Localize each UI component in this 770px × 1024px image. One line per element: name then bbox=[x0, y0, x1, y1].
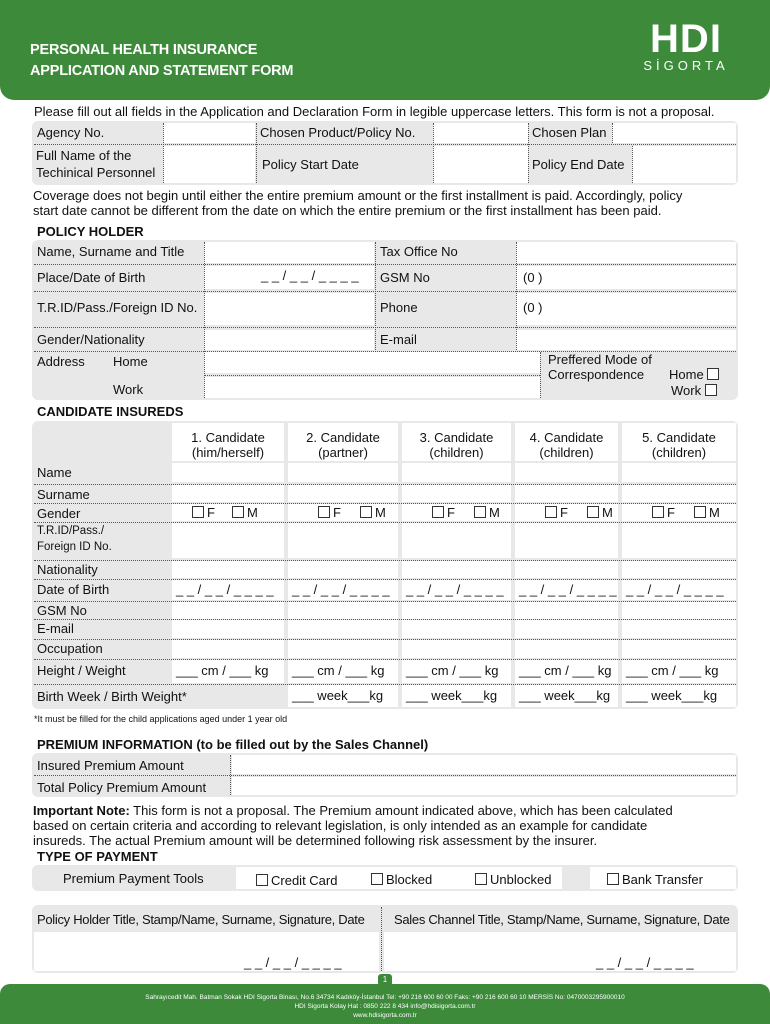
male-label: M bbox=[489, 505, 500, 520]
divider bbox=[204, 375, 540, 376]
footer-website: www.hdisigorta.com.tr bbox=[353, 1012, 417, 1019]
candidate-surname-input[interactable] bbox=[515, 485, 618, 502]
candidate-gender-input[interactable] bbox=[172, 504, 284, 521]
mode-label-2: Correspondence bbox=[548, 367, 645, 382]
candidate-title: 3. Candidate bbox=[419, 430, 494, 445]
dob-pattern: _ _ / _ _ / _ _ _ _ bbox=[626, 582, 724, 597]
candidate-subtitle: (children) bbox=[429, 445, 484, 460]
channel-date-pattern: _ _ / _ _ / _ _ _ _ bbox=[596, 955, 694, 970]
candidate-dob-input[interactable] bbox=[402, 580, 511, 600]
candidate-name-input[interactable] bbox=[515, 463, 618, 482]
candidate-trid-input[interactable] bbox=[402, 523, 511, 558]
product-no-input[interactable] bbox=[433, 123, 528, 143]
mode-work-option[interactable] bbox=[671, 383, 720, 399]
page-number: 1 bbox=[378, 974, 392, 986]
candidates-footnote: *It must be filled for the child applications aged under 1 year old bbox=[34, 714, 288, 724]
unblocked-checkbox[interactable] bbox=[475, 873, 487, 885]
phone-label: Phone bbox=[380, 300, 418, 315]
holder-name-label: Name, Surname and Title bbox=[37, 244, 185, 259]
candidate-gender-input[interactable] bbox=[515, 504, 618, 521]
divider bbox=[34, 484, 736, 485]
candidate-gsm-input[interactable] bbox=[172, 602, 284, 619]
female-checkbox[interactable] bbox=[192, 506, 204, 518]
bank-transfer-option[interactable] bbox=[607, 872, 703, 888]
candidate-email-input[interactable] bbox=[515, 620, 618, 638]
email-input[interactable] bbox=[516, 330, 736, 350]
row-nationality-label: Nationality bbox=[37, 562, 98, 577]
divider bbox=[375, 242, 376, 350]
important-note-3: insureds. The actual Premium amount will be determined following risk assessment by the insurer. bbox=[33, 833, 598, 848]
footer-hotline: HDI Sigorta Kolay Hat : 0850 222 8 434 info@hdisigorta.com.tr bbox=[294, 1003, 476, 1010]
chosen-product-label: Chosen Product/Policy No. bbox=[260, 125, 416, 140]
home-address-input[interactable] bbox=[204, 352, 540, 373]
blocked-label: Blocked bbox=[386, 872, 433, 887]
total-premium-input[interactable] bbox=[232, 777, 736, 795]
candidate-nat-input[interactable] bbox=[172, 561, 284, 578]
female-checkbox[interactable] bbox=[318, 506, 330, 518]
candidate-occ-input[interactable] bbox=[288, 640, 398, 658]
dob-pattern: _ _ / _ _ / _ _ _ _ bbox=[292, 582, 390, 597]
credit-card-checkbox[interactable] bbox=[256, 874, 268, 886]
full-name-label-2: Techinical Personnel bbox=[36, 165, 156, 180]
divider bbox=[540, 352, 541, 398]
male-label: M bbox=[602, 505, 613, 520]
form-title bbox=[30, 40, 293, 82]
candidate-gsm-input[interactable] bbox=[622, 602, 736, 619]
female-checkbox[interactable] bbox=[652, 506, 664, 518]
row-trid-label-2: Foreign ID No. bbox=[37, 541, 112, 553]
female-option[interactable] bbox=[545, 505, 568, 520]
male-option[interactable] bbox=[232, 505, 258, 520]
policy-end-label: Policy End Date bbox=[532, 157, 625, 172]
divider bbox=[34, 560, 736, 561]
divider bbox=[256, 123, 257, 183]
policy-start-input[interactable] bbox=[433, 146, 528, 183]
height-weight-pattern: ___ cm / ___ kg bbox=[406, 663, 499, 678]
male-option[interactable] bbox=[360, 505, 386, 520]
candidate-dob-input[interactable] bbox=[515, 580, 618, 600]
candidate-email-input[interactable] bbox=[402, 620, 511, 638]
header-banner bbox=[0, 0, 770, 100]
full-name-input[interactable] bbox=[163, 146, 255, 183]
holder-date-pattern: _ _ / _ _ / _ _ _ _ bbox=[244, 955, 342, 970]
candidate-column-header bbox=[288, 423, 398, 461]
address-home-label: Home bbox=[113, 354, 148, 369]
divider bbox=[34, 684, 736, 685]
divider bbox=[34, 327, 736, 328]
female-option[interactable] bbox=[652, 505, 675, 520]
mode-home-label: Home bbox=[669, 367, 704, 382]
important-note-1 bbox=[33, 803, 673, 819]
candidate-subtitle: (children) bbox=[651, 445, 707, 460]
candidate-nat-input[interactable] bbox=[622, 561, 736, 578]
trid-label: T.R.ID/Pass./Foreign ID No. bbox=[37, 300, 198, 315]
male-checkbox[interactable] bbox=[474, 506, 486, 518]
male-label: M bbox=[247, 505, 258, 520]
female-label: F bbox=[207, 505, 215, 520]
policy-end-input[interactable] bbox=[632, 146, 736, 183]
bank-transfer-label: Bank Transfer bbox=[622, 872, 703, 887]
candidate-gsm-input[interactable] bbox=[515, 602, 618, 619]
divider bbox=[34, 639, 736, 640]
candidate-title: 4. Candidate bbox=[529, 430, 604, 445]
divider bbox=[34, 291, 736, 292]
tax-office-label: Tax Office No bbox=[380, 244, 458, 259]
divider bbox=[632, 146, 633, 183]
phone-input[interactable] bbox=[516, 293, 736, 325]
male-checkbox[interactable] bbox=[694, 506, 706, 518]
credit-card-label: Credit Card bbox=[271, 873, 338, 888]
female-checkbox[interactable] bbox=[432, 506, 444, 518]
candidate-gender-input[interactable] bbox=[622, 504, 736, 521]
candidate-title: 5. Candidate bbox=[642, 430, 716, 445]
divider bbox=[34, 775, 736, 776]
row-name-label: Name bbox=[37, 465, 72, 480]
place-dob-label: Place/Date of Birth bbox=[37, 270, 146, 285]
male-option[interactable] bbox=[587, 505, 613, 520]
insured-premium-label: Insured Premium Amount bbox=[37, 758, 184, 773]
holder-name-input[interactable] bbox=[204, 242, 374, 263]
candidate-dob-input[interactable] bbox=[172, 580, 284, 600]
candidate-name-input[interactable] bbox=[288, 463, 398, 482]
candidate-subtitle: (children) bbox=[539, 445, 594, 460]
mode-home-checkbox[interactable] bbox=[707, 368, 719, 380]
footer bbox=[0, 984, 770, 1024]
gsm-prefix: (0 ) bbox=[523, 270, 543, 285]
candidate-name-input[interactable] bbox=[172, 463, 284, 482]
row-gsm-label: GSM No bbox=[37, 603, 87, 618]
row-email-label: E-mail bbox=[37, 621, 74, 636]
candidate-gsm-input[interactable] bbox=[402, 602, 511, 619]
important-label: Important Note: bbox=[33, 803, 130, 818]
birth-week-pattern: ___ week___kg bbox=[626, 688, 718, 703]
candidate-subtitle: (him/herself) bbox=[191, 445, 265, 460]
candidate-hw-input[interactable] bbox=[622, 660, 736, 683]
unblocked-label: Unblocked bbox=[490, 872, 552, 887]
divider bbox=[34, 601, 736, 602]
divider bbox=[163, 123, 164, 183]
policy-holder-heading: POLICY HOLDER bbox=[37, 224, 144, 239]
bank-transfer-checkbox[interactable] bbox=[607, 873, 619, 885]
candidate-subtitle: (partner) bbox=[318, 445, 368, 460]
chosen-plan-label: Chosen Plan bbox=[532, 125, 607, 140]
candidate-trid-input[interactable] bbox=[515, 523, 618, 558]
payment-heading: TYPE OF PAYMENT bbox=[37, 849, 158, 864]
candidate-gender-input[interactable] bbox=[402, 504, 511, 521]
divider bbox=[34, 264, 736, 265]
male-option[interactable] bbox=[694, 505, 720, 520]
candidate-title: 2. Candidate bbox=[306, 430, 380, 445]
agency-no-label: Agency No. bbox=[37, 125, 105, 140]
candidate-bw-input[interactable] bbox=[288, 685, 398, 707]
male-checkbox[interactable] bbox=[232, 506, 244, 518]
row-trid-label-1: T.R.ID/Pass./ bbox=[37, 525, 105, 537]
row-height-label: Height / Weight bbox=[37, 663, 126, 678]
channel-signature-label: Sales Channel Title, Stamp/Name, Surname, Signature, Date bbox=[394, 912, 730, 927]
candidate-trid-input[interactable] bbox=[172, 523, 284, 558]
divider bbox=[34, 659, 736, 660]
candidate-hw-input[interactable] bbox=[288, 660, 398, 683]
candidate-dob-input[interactable] bbox=[288, 580, 398, 600]
dob-pattern: _ _ / _ _ / _ _ _ _ bbox=[519, 582, 617, 597]
height-weight-pattern: ___ cm / ___ kg bbox=[176, 663, 269, 678]
candidate-dob-input[interactable] bbox=[622, 580, 736, 600]
intro-text: Please fill out all fields in the Application and Declaration Form in legible uppercase letters. This form is not a proposal. bbox=[34, 104, 715, 119]
row-surname-label: Surname bbox=[37, 487, 90, 502]
male-checkbox[interactable] bbox=[587, 506, 599, 518]
candidate-bw-input[interactable] bbox=[515, 685, 618, 707]
holder-signature-label: Policy Holder Title, Stamp/Name, Surname, Signature, Date bbox=[37, 912, 365, 927]
candidate-occ-input[interactable] bbox=[622, 640, 736, 658]
candidate-nat-input[interactable] bbox=[288, 561, 398, 578]
gender-label: Gender/Nationality bbox=[37, 332, 145, 347]
full-name-label-1: Full Name of the bbox=[36, 148, 132, 163]
candidate-surname-input[interactable] bbox=[288, 485, 398, 502]
female-label: F bbox=[333, 505, 341, 520]
policy-start-label: Policy Start Date bbox=[262, 157, 359, 172]
phone-prefix: (0 ) bbox=[523, 300, 543, 315]
divider bbox=[516, 242, 517, 350]
male-checkbox[interactable] bbox=[360, 506, 372, 518]
female-option[interactable] bbox=[192, 505, 215, 520]
female-checkbox[interactable] bbox=[545, 506, 557, 518]
candidate-column-header bbox=[622, 423, 736, 461]
candidate-surname-input[interactable] bbox=[172, 485, 284, 502]
candidate-email-input[interactable] bbox=[622, 620, 736, 638]
divider bbox=[34, 619, 736, 620]
female-option[interactable] bbox=[432, 505, 455, 520]
male-option[interactable] bbox=[474, 505, 500, 520]
insured-premium-input[interactable] bbox=[232, 755, 736, 774]
female-label: F bbox=[447, 505, 455, 520]
logo-sub: SİGORTA bbox=[643, 58, 729, 73]
coverage-text-2: start date cannot be different from the date on which the entire premium or the first installment has been paid. bbox=[33, 203, 662, 218]
divider bbox=[381, 907, 382, 971]
candidate-occ-input[interactable] bbox=[402, 640, 511, 658]
email-label: E-mail bbox=[380, 332, 417, 347]
title-line-1: PERSONAL HEALTH INSURANCE bbox=[30, 42, 258, 58]
blocked-checkbox[interactable] bbox=[371, 873, 383, 885]
candidate-trid-input[interactable] bbox=[288, 523, 398, 558]
candidate-gsm-input[interactable] bbox=[288, 602, 398, 619]
agency-no-input[interactable] bbox=[163, 123, 255, 143]
candidate-hw-input[interactable] bbox=[515, 660, 618, 683]
candidate-bw-input[interactable] bbox=[402, 685, 511, 707]
candidate-email-input[interactable] bbox=[288, 620, 398, 638]
divider bbox=[34, 522, 736, 523]
divider bbox=[34, 579, 736, 580]
candidate-title: 1. Candidate bbox=[191, 430, 265, 445]
candidate-occ-input[interactable] bbox=[172, 640, 284, 658]
birth-week-pattern: ___ week___kg bbox=[519, 688, 611, 703]
candidate-occ-input[interactable] bbox=[515, 640, 618, 658]
total-premium-label: Total Policy Premium Amount bbox=[37, 780, 207, 795]
divider bbox=[612, 123, 613, 143]
candidate-nat-input[interactable] bbox=[402, 561, 511, 578]
divider bbox=[34, 144, 736, 145]
logo-main: HDI bbox=[650, 17, 722, 61]
dob-pattern: _ _ / _ _ / _ _ _ _ bbox=[406, 582, 504, 597]
dob-pattern: _ _ / _ _ / _ _ _ _ bbox=[176, 582, 274, 597]
mode-label-1: Preffered Mode of bbox=[548, 352, 652, 367]
divider bbox=[34, 503, 736, 504]
unblocked-option[interactable] bbox=[475, 872, 551, 888]
candidate-column-header bbox=[515, 423, 618, 461]
gender-nationality-input[interactable] bbox=[204, 330, 374, 350]
payment-tools-label: Premium Payment Tools bbox=[63, 871, 204, 886]
gsm-label: GSM No bbox=[380, 270, 430, 285]
mode-home-option[interactable] bbox=[669, 367, 722, 383]
work-address-input[interactable] bbox=[204, 377, 540, 398]
divider bbox=[433, 123, 434, 183]
dob-pattern: _ _ / _ _ / _ _ _ _ bbox=[261, 268, 359, 283]
premium-heading: PREMIUM INFORMATION (to be filled out by the Sales Channel) bbox=[37, 737, 429, 752]
candidate-column-header bbox=[402, 423, 511, 461]
candidate-surname-input[interactable] bbox=[622, 485, 736, 502]
row-dob-label: Date of Birth bbox=[37, 582, 110, 597]
mode-work-checkbox[interactable] bbox=[705, 384, 717, 396]
female-label: F bbox=[560, 505, 568, 520]
candidate-gender-input[interactable] bbox=[288, 504, 398, 521]
candidate-surname-input[interactable] bbox=[402, 485, 511, 502]
candidate-trid-input[interactable] bbox=[622, 523, 736, 558]
divider bbox=[230, 755, 231, 795]
candidate-hw-input[interactable] bbox=[402, 660, 511, 683]
birth-week-pattern: ___ week___kg bbox=[292, 688, 384, 703]
hdi-logo bbox=[636, 17, 736, 74]
address-label: Address bbox=[37, 354, 85, 369]
height-weight-pattern: ___ cm / ___ kg bbox=[292, 663, 385, 678]
chosen-plan-input[interactable] bbox=[612, 123, 736, 143]
gsm-input[interactable] bbox=[516, 266, 736, 289]
candidate-bw-input[interactable] bbox=[622, 685, 736, 707]
candidate-email-input[interactable] bbox=[172, 620, 284, 638]
footer-address: Sahrayıcedit Mah. Batman Sokak HDI Sigorta Binası, No.6 34734 Kadıköy-İstanbul Tel: +90 216 600 60 00 Faks: +90 216 600 60 10 MERSİS No: 0470003295900010 bbox=[145, 994, 625, 1001]
divider bbox=[528, 123, 529, 183]
credit-card-option[interactable] bbox=[256, 873, 337, 889]
row-occupation-label: Occupation bbox=[37, 641, 103, 656]
height-weight-pattern: ___ cm / ___ kg bbox=[626, 663, 719, 678]
birth-week-pattern: ___ week___kg bbox=[406, 688, 498, 703]
coverage-text-1: Coverage does not begin until either the entire premium amount or the first installment is paid. Accordingly, policy bbox=[33, 188, 683, 203]
candidate-name-input[interactable] bbox=[402, 463, 511, 482]
title-line-2: APPLICATION AND STATEMENT FORM bbox=[30, 63, 294, 79]
mode-work-label: Work bbox=[671, 383, 702, 398]
male-label: M bbox=[375, 505, 386, 520]
female-option[interactable] bbox=[318, 505, 341, 520]
height-weight-pattern: ___ cm / ___ kg bbox=[519, 663, 612, 678]
row-gender-label: Gender bbox=[37, 506, 81, 521]
candidate-nat-input[interactable] bbox=[515, 561, 618, 578]
candidate-hw-input[interactable] bbox=[172, 660, 284, 683]
candidate-name-input[interactable] bbox=[622, 463, 736, 482]
tax-office-input[interactable] bbox=[516, 242, 736, 263]
candidate-column-header bbox=[172, 423, 284, 461]
trid-input[interactable] bbox=[204, 293, 374, 325]
blocked-option[interactable] bbox=[371, 872, 432, 888]
row-birth-week-label: Birth Week / Birth Weight* bbox=[37, 689, 187, 704]
address-work-label: Work bbox=[113, 382, 144, 397]
important-note-2: based on certain criteria and according to relevant legislation, is only intended as an example for candidate bbox=[33, 818, 648, 833]
important-text-1: This form is not a proposal. The Premium amount indicated above, which has been calculated bbox=[129, 803, 673, 818]
female-label: F bbox=[667, 505, 675, 520]
male-label: M bbox=[709, 505, 720, 520]
divider bbox=[204, 242, 205, 398]
candidates-heading: CANDIDATE INSUREDS bbox=[37, 404, 184, 419]
